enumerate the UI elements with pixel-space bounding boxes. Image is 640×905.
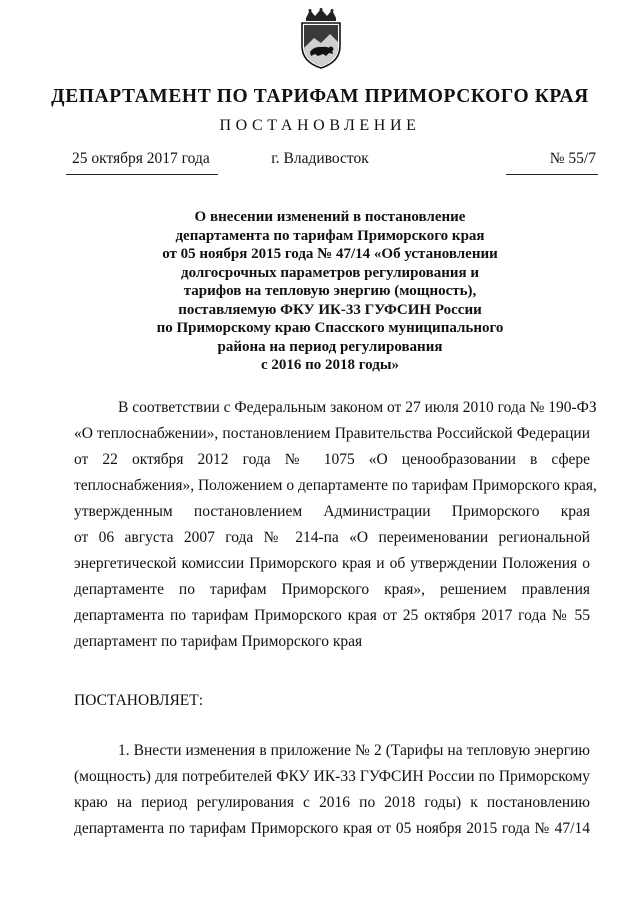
document-type: ПОСТАНОВЛЕНИЕ [219,117,421,134]
paragraph-line: департамента по тарифам Приморского края от 05 ноября 2015 года № 47/14 [74,820,590,837]
paragraph-line: энергетической комиссии Приморского края и об утверждении Положения о [74,555,590,572]
item-1-paragraph [74,738,590,842]
number-underline [506,174,598,175]
paragraph-line: (мощность) для потребителей ФКУ ИК-33 ГУФСИН России по Приморскому [74,768,590,785]
paragraph-line: «О теплоснабжении», постановлением Правительства Российской Федерации [74,425,590,442]
paragraph-line: теплоснабжения», Положением о департаменте по тарифам Приморского края, [74,477,597,494]
paragraph-line: утвержденным постановлением Администрации Приморского края [74,503,590,520]
subject-line: поставляемую ФКУ ИК-33 ГУФСИН России [178,301,482,318]
document-number: № 55/7 [549,150,596,167]
subject-line: долгосрочных параметров регулирования и [180,264,479,281]
document-subject [70,208,590,375]
document-date: 25 октября 2017 года [72,150,210,167]
paragraph-line: краю на период регулирования с 2016 по 2018 годы) к постановлению [74,794,590,811]
subject-line: О внесении изменений в постановление [194,209,466,225]
paragraph-line: департамента по тарифам Приморского края от 25 октября 2017 года № 55 [74,607,590,624]
paragraph-line: от 06 августа 2007 года № 214-па «О переименовании региональной [74,529,590,546]
paragraph-line: 1. Внести изменения в приложение № 2 (Тарифы на тепловую энергию [118,742,590,759]
resolves-heading: ПОСТАНОВЛЯЕТ: [74,692,204,709]
subject-line: с 2016 по 2018 годы» [260,357,400,373]
document-city: г. Владивосток [271,150,369,167]
subject-line: от 05 ноября 2015 года № 47/14 «Об установлении [162,246,498,262]
paragraph-line: от 22 октября 2012 года № 1075 «О ценообразовании в сфере [74,451,590,468]
paragraph-line: департаменте по тарифам Приморского края», решением правления [74,581,590,598]
preamble-paragraph [74,395,597,655]
subject-line: по Приморскому краю Спасского муниципального [156,320,504,336]
date-underline [66,174,218,175]
paragraph-line: департамент по тарифам Приморского края [74,633,363,650]
paragraph-line: В соответствии с Федеральным законом от 27 июля 2010 года № 190-ФЗ [118,399,597,416]
subject-line: тарифов на тепловую энергию (мощность), [183,283,477,299]
coat-of-arms-primorsky-icon [296,8,346,70]
subject-line: департамента по тарифам Приморского края [175,227,485,244]
department-title: ДЕПАРТАМЕНТ ПО ТАРИФАМ ПРИМОРСКОГО КРАЯ [51,86,589,107]
subject-line: района на период регулирования [217,338,443,355]
